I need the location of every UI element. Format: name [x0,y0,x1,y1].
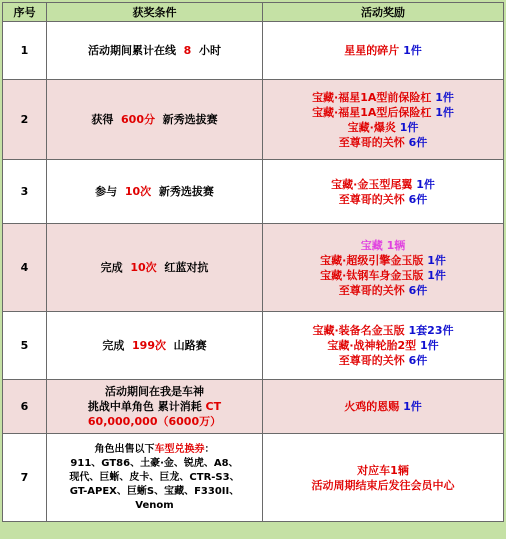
reward-item: 至尊哥的关怀 6件 [338,283,428,297]
header-condition: 获奖条件 [47,3,263,22]
table-row [3,224,504,312]
reward-item: 宝藏·金玉型尾翼 1件 [331,177,435,191]
condition-text: 新秀选拔赛 [162,113,218,126]
reward-item: 宝藏 1辆 [360,238,406,252]
reward-item: 至尊哥的关怀 6件 [338,135,428,149]
row-number: 6 [3,380,47,434]
condition-text: 活动期间在我是车神 [105,385,204,398]
condition-value: 10次 [130,261,157,274]
condition-text: 小时 [199,44,221,57]
condition-value: 60,000,000（6000万） [87,415,222,428]
condition-text: GT-APEX、巨蜥S、宝藏、F330II、 [69,485,240,497]
condition-value: 199次 [132,339,166,352]
reward-cell [263,160,504,224]
condition-text: 挑战中单角色 累计消耗 CT [87,400,222,413]
reward-item: 星星的碎片 1件 [344,44,422,57]
reward-table-container [2,2,502,536]
table-row [3,434,504,522]
condition-text: 山路赛 [173,339,207,352]
reward-item: 宝藏·战神轮胎2型 1件 [327,339,439,352]
reward-item: 至尊哥的关怀 6件 [338,192,428,206]
row-number: 7 [3,434,47,522]
reward-item: 对应车1辆 [357,463,409,477]
condition-text: 获得 [91,113,114,126]
condition-cell [47,434,263,522]
condition-cell [47,160,263,224]
reward-item: 火鸡的恩赐 1件 [344,400,422,413]
condition-text: 现代、巨蜥、皮卡、巨龙、CTR-S3、 [69,471,240,483]
reward-table [2,2,504,522]
condition-value: 600分 [121,113,155,126]
table-row [3,160,504,224]
row-number: 4 [3,224,47,312]
condition-text: 完成 [100,261,123,274]
row-number: 3 [3,160,47,224]
table-header-row [3,3,504,22]
condition-text: 角色出售以下车型兑换券： [94,443,215,455]
table-row [3,312,504,380]
condition-text: 活动期间累计在线 [88,44,176,57]
reward-item: 宝藏·超级引擎金玉版 1件 [320,253,446,267]
header-reward: 活动奖励 [263,3,504,22]
reward-item: 活动周期结束后发往会员中心 [311,478,455,492]
condition-cell [47,380,263,434]
table-row [3,380,504,434]
reward-item: 宝藏·装备名金玉版 1套23件 [312,324,454,337]
reward-cell [263,224,504,312]
table-row [3,80,504,160]
reward-item: 宝藏·爆炎 1件 [347,120,419,134]
reward-item: 宝藏·福星1A型后保险杠 1件 [312,105,454,119]
condition-text: 911、GT86、土豪·金、锐虎、A8、 [70,457,239,469]
condition-value: 10次 [124,185,152,198]
reward-item: 至尊哥的关怀 6件 [338,354,428,367]
reward-cell [263,434,504,522]
reward-cell [263,380,504,434]
condition-text: 完成 [102,339,125,352]
reward-item: 宝藏·福星1A型前保险杠 1件 [312,90,454,104]
row-number: 2 [3,80,47,160]
reward-cell [263,22,504,80]
condition-cell [47,22,263,80]
condition-text: Venom [135,499,174,511]
condition-value: 8 [183,44,192,57]
condition-text: 红蓝对抗 [164,261,209,274]
condition-text: 新秀选拔赛 [158,185,214,198]
table-row [3,22,504,80]
reward-item: 宝藏·钛钢车身金玉版 1件 [320,268,446,282]
reward-cell [263,80,504,160]
condition-cell [47,224,263,312]
condition-cell [47,80,263,160]
row-number: 1 [3,22,47,80]
header-no: 序号 [3,3,47,22]
condition-cell [47,312,263,380]
reward-cell [263,312,504,380]
row-number: 5 [3,312,47,380]
condition-text: 参与 [95,185,118,198]
